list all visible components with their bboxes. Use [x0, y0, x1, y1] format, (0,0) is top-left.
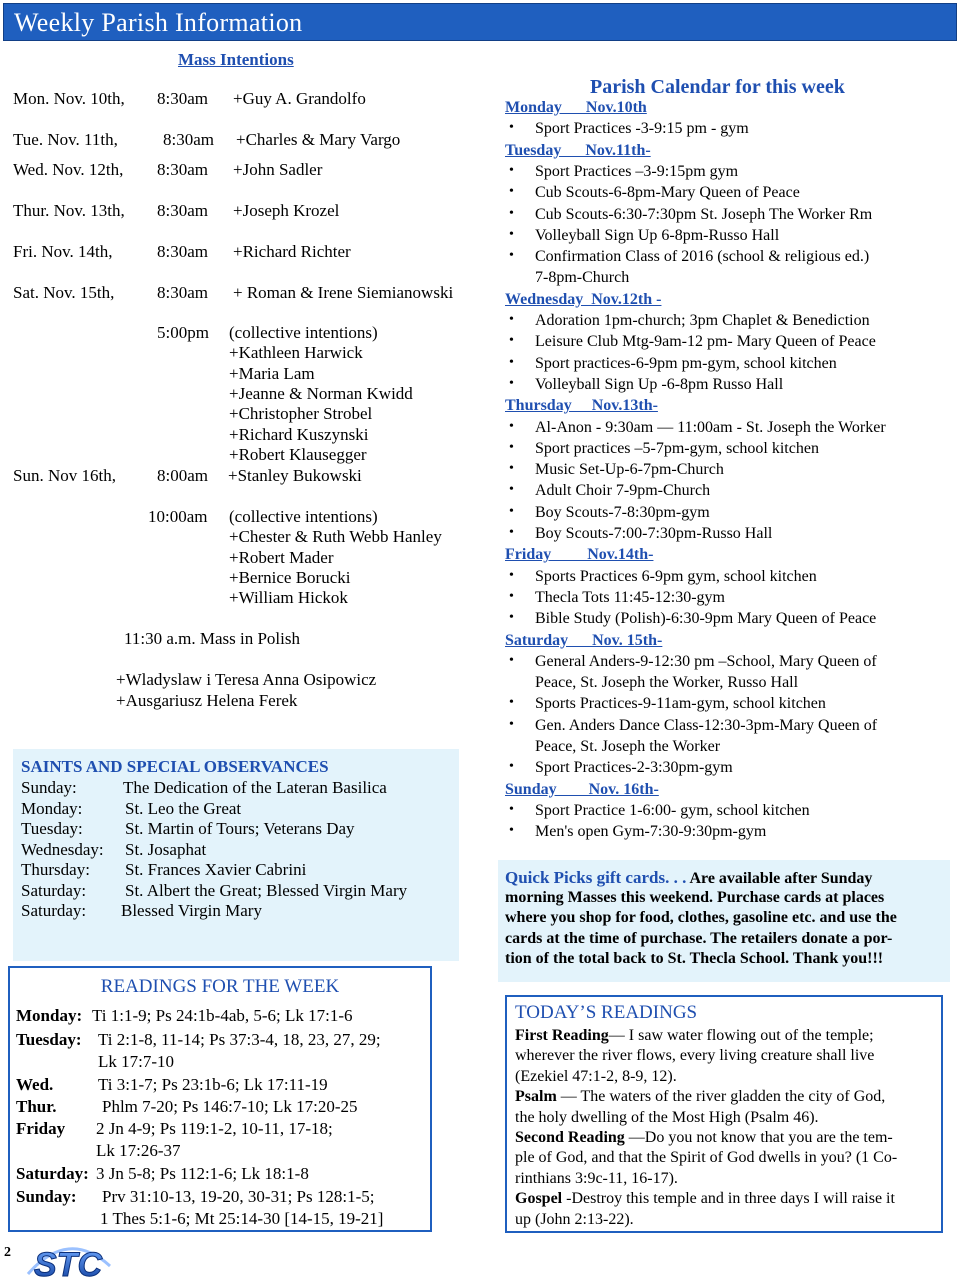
todays-reading-line	[515, 1027, 874, 1045]
calendar-item: Adult Choir 7-9pm-Church •	[509, 482, 711, 500]
reading-label: Psalm	[515, 1088, 557, 1106]
reading-text: -Destroy this temple and in three days I will raise it	[562, 1190, 895, 1208]
reading-day: Friday	[16, 1119, 66, 1138]
todays-reading-line	[515, 1211, 634, 1229]
quick-picks-text: Are available after Sunday	[686, 870, 873, 887]
mass-intentions-title: Mass Intentions	[178, 50, 294, 69]
calendar-item: Men's open Gym-7:30-9:30pm-gym •	[509, 823, 767, 841]
reading-label: First Reading	[515, 1027, 609, 1044]
reading-refs: 2 Jn 4-9; Ps 119:1-2, 10-11, 17-18;	[96, 1119, 333, 1138]
reading-refs: Ti 3:1-7; Ps 23:1b-6; Lk 17:11-19	[98, 1075, 328, 1094]
quick-picks-line: tion of the total back to St. Thecla School. Thank you!!!	[505, 950, 884, 968]
observance-name: Blessed Virgin Mary	[121, 901, 262, 920]
reading-line	[16, 1164, 428, 1184]
calendar-item: Cub Scouts-6:30-7:30pm St. Joseph The Worker Rm •	[509, 205, 873, 223]
observance-row	[21, 799, 451, 819]
calendar-item: Sport Practices –3-9:15pm gym •	[509, 162, 739, 180]
bullet-icon: •	[509, 716, 514, 732]
sun-ten-time: 10:00am	[148, 507, 208, 526]
intention-time: 8:30am	[157, 201, 208, 220]
todays-reading-line	[515, 1109, 819, 1127]
quick-picks-box	[498, 860, 950, 982]
polish-intention: +Ausgariusz Helena Ferek	[116, 690, 298, 710]
calendar-item: Adoration 1pm-church; 3pm Chaplet & Benediction •	[509, 312, 870, 329]
bullet-icon: •	[509, 418, 514, 434]
bullet-icon: •	[509, 120, 514, 136]
intention-name: +Joseph Krozel	[233, 201, 340, 220]
quick-picks-title: Quick Picks gift cards. . .	[505, 868, 687, 887]
observance-row	[21, 840, 451, 860]
todays-reading-line	[515, 1047, 874, 1065]
reading-day: Saturday:	[16, 1164, 89, 1183]
intention-day: Sun. Nov 16th,	[13, 466, 116, 485]
intention-day: Tue. Nov. 11th,	[13, 130, 118, 149]
sat-evening-intention: +Kathleen Harwick	[229, 343, 363, 363]
reading-label: Gospel	[515, 1190, 563, 1208]
sun-ten-intention: +Bernice Borucki	[229, 567, 351, 587]
reading-label: Second Reading	[515, 1129, 625, 1146]
intention-time: 8:30am	[157, 283, 208, 302]
sat-evening-intention: +Christopher Strobel	[229, 404, 373, 424]
reading-refs: 1 Thes 5:1-6; Mt 25:14-30 [14-15, 19-21]	[100, 1209, 384, 1228]
calendar-item-cont: 7-8pm-Church	[535, 269, 630, 287]
observance-name: St. Martin of Tours; Veterans Day	[125, 819, 355, 838]
calendar-item: General Anders-9-12:30 pm –School, Mary Queen of •	[509, 652, 877, 670]
reading-day: Thur.	[16, 1097, 57, 1116]
intention-time: 8:00am	[157, 466, 208, 485]
intention-time: 8:30am	[157, 89, 208, 108]
observance-name: The Dedication of the Lateran Basilica	[123, 778, 387, 797]
calendar-item: Confirmation Class of 2016 (school & religious ed.) •	[509, 248, 870, 266]
reading-text: ple of God, and that the Spirit of God dwells in you? (1 Co-	[515, 1149, 898, 1167]
reading-day: Sunday:	[16, 1187, 77, 1206]
reading-line	[16, 1052, 428, 1072]
observance-day: Tuesday:	[21, 819, 83, 838]
observance-day: Monday:	[21, 798, 83, 818]
observance-row	[21, 881, 451, 901]
intention-name: +Stanley Bukowski	[228, 466, 362, 485]
bullet-icon: •	[509, 312, 514, 327]
intention-row	[13, 242, 463, 264]
calendar-item: Sports Practices 6-9pm gym, school kitchen •	[509, 567, 817, 585]
intention-row	[13, 283, 463, 305]
intention-day: Sat. Nov. 15th,	[13, 283, 115, 302]
intention-name: +Guy A. Grandolfo	[233, 89, 366, 108]
calendar-item: Volleyball Sign Up 6-8pm-Russo Hall •	[509, 226, 780, 244]
sun-ten-intention: +Chester & Ruth Webb Hanley	[229, 527, 442, 547]
calendar-day-label: Sunday Nov. 16th-	[505, 780, 659, 798]
polish-intention: +Wladyslaw i Teresa Anna Osipowicz	[116, 670, 377, 689]
observance-day: Wednesday:	[21, 839, 104, 859]
intention-day: Wed. Nov. 12th,	[13, 160, 124, 179]
banner-title: Weekly Parish Information	[14, 8, 303, 37]
intention-day: Mon. Nov. 10th,	[13, 89, 125, 108]
intention-name: +John Sadler	[233, 160, 323, 179]
calendar-item-cont: Peace, St. Joseph the Worker	[535, 738, 721, 755]
bullet-icon: •	[509, 695, 514, 711]
calendar-item: Bible Study (Polish)-6:30-9pm Mary Queen of Peace •	[509, 610, 877, 628]
calendar-item: Sport practices-6-9pm pm-gym, school kitchen •	[509, 354, 837, 372]
bullet-icon: •	[509, 184, 514, 200]
intention-name: + Roman & Irene Siemianowski	[233, 283, 454, 302]
reading-refs: Prv 31:10-13, 19-20, 30-31; Ps 128:1-5;	[102, 1187, 375, 1206]
reading-refs: Phlm 7-20; Ps 146:7-10; Lk 17:20-25	[102, 1097, 358, 1116]
sat-evening-time: 5:00pm	[157, 323, 209, 342]
calendar-item: Music Set-Up-6-7pm-Church •	[509, 461, 724, 479]
calendar-item: Sport Practices -3-9:15 pm - gym •	[509, 120, 749, 138]
reading-line	[16, 1209, 428, 1229]
reading-refs: Ti 1:1-9; Ps 24:1b-4ab, 5-6; Lk 17:1-6	[92, 1006, 353, 1025]
bullet-icon: •	[509, 162, 514, 178]
observance-day: Sunday:	[21, 778, 77, 797]
reading-text: up (John 2:13-22).	[515, 1210, 634, 1228]
observance-row	[21, 901, 451, 921]
calendar-day-label: Thursday Nov.13th-	[505, 397, 658, 415]
calendar-item: Volleyball Sign Up -6-8pm Russo Hall •	[509, 375, 784, 393]
bullet-icon: •	[509, 248, 514, 264]
sat-evening-intention: +Richard Kuszynski	[229, 424, 369, 444]
bullet-icon: •	[509, 759, 514, 775]
bullet-icon: •	[509, 610, 514, 626]
intention-row	[13, 130, 463, 152]
calendar-day-label: Monday Nov.10th	[505, 99, 647, 116]
reading-text: wherever the river flows, every living creature shall live	[515, 1047, 875, 1065]
bullet-icon: •	[509, 333, 514, 349]
sat-evening-intention: +Robert Klausegger	[229, 444, 367, 464]
observance-name: St. Josaphat	[125, 839, 207, 859]
calendar-title: Parish Calendar for this week	[590, 76, 845, 98]
bullet-icon: •	[509, 482, 514, 498]
sat-evening-intention: +Jeanne & Norman Kwidd	[229, 383, 413, 403]
reading-line	[16, 1075, 428, 1095]
bullet-icon: •	[509, 503, 514, 519]
observance-day: Saturday:	[21, 901, 87, 920]
calendar-item: Sport Practice 1-6:00- gym, school kitchen •	[509, 801, 810, 819]
calendar-day-label: Saturday Nov. 15th-	[505, 631, 663, 649]
svg-text:STC: STC	[34, 1246, 102, 1280]
intention-time: 8:30am	[163, 130, 214, 149]
sat-evening-intention: (collective intentions)	[229, 323, 378, 342]
bullet-icon: •	[509, 226, 514, 242]
calendar-day-label: Tuesday Nov.11th-	[505, 141, 651, 159]
bullet-icon: •	[509, 205, 514, 221]
quick-picks-line: where you shop for food, clothes, gasoline etc. and use the	[505, 909, 897, 927]
calendar-item: Sports Practices-9-11am-gym, school kitchen •	[509, 695, 826, 713]
intention-row	[13, 160, 463, 182]
intention-name: +Richard Richter	[233, 242, 351, 261]
bullet-icon: •	[509, 652, 514, 668]
bullet-icon: •	[509, 823, 514, 839]
bullet-icon: •	[509, 525, 514, 540]
reading-day: Tuesday:	[16, 1030, 82, 1049]
todays-reading-line	[515, 1149, 897, 1167]
reading-text: — The waters of the river gladden the city of God,	[556, 1088, 886, 1106]
reading-day: Monday:	[16, 1006, 83, 1025]
calendar-item: Thecla Tots 11:45-12:30-gym •	[509, 588, 725, 606]
calendar-day-label: Wednesday Nov.12th -	[505, 290, 662, 308]
bullet-icon: •	[509, 567, 514, 583]
bullet-icon: •	[509, 588, 514, 604]
reading-line	[16, 1119, 428, 1139]
observance-row	[21, 819, 451, 839]
intention-day: Thur. Nov. 13th,	[13, 201, 125, 220]
bullet-icon: •	[509, 461, 514, 477]
calendar-item: Cub Scouts-6-8pm-Mary Queen of Peace •	[509, 184, 800, 202]
todays-readings-title: TODAY’S READINGS	[515, 1002, 698, 1023]
page-number: 2	[4, 1245, 11, 1260]
intention-time: 8:30am	[157, 242, 208, 261]
reading-refs: Lk 17:7-10	[98, 1052, 175, 1071]
calendar-item: Boy Scouts-7-8:30pm-gym •	[509, 503, 710, 521]
intention-row	[13, 201, 463, 223]
quick-picks-line: cards at the time of purchase. The retailers donate a por-	[505, 929, 893, 947]
reading-text: (Ezekiel 47:1-2, 8-9, 12).	[515, 1067, 677, 1085]
page-banner	[3, 3, 957, 41]
intention-day: Fri. Nov. 14th,	[13, 242, 113, 261]
reading-refs: Ti 2:1-8, 11-14; Ps 37:3-4, 18, 23, 27, 29;	[98, 1030, 381, 1049]
bullet-icon: •	[509, 439, 514, 455]
intention-time: 8:30am	[157, 160, 208, 179]
saints-title: SAINTS AND SPECIAL OBSERVANCES	[21, 757, 329, 776]
calendar-item: Leisure Club Mtg-9am-12 pm- Mary Queen of Peace •	[509, 333, 876, 351]
reading-line	[16, 1030, 428, 1050]
saints-box	[13, 749, 459, 961]
observance-name: St. Frances Xavier Cabrini	[125, 860, 307, 879]
calendar-day-label: Friday Nov.14th-	[505, 546, 654, 564]
todays-reading-line	[515, 1068, 677, 1086]
intention-row	[13, 466, 463, 488]
observance-name: St. Albert the Great; Blessed Virgin Mary	[125, 880, 408, 900]
parish-logo	[22, 1236, 114, 1280]
calendar-item: Sport Practices-2-3:30pm-gym •	[509, 759, 733, 777]
observance-day: Saturday:	[21, 880, 87, 900]
calendar-item: Gen. Anders Dance Class-12:30-3pm-Mary Queen of •	[509, 716, 878, 734]
bullet-icon: •	[509, 801, 514, 817]
bullet-icon: •	[509, 375, 514, 391]
todays-reading-line	[515, 1088, 885, 1106]
sat-evening-intention: +Maria Lam	[229, 363, 315, 383]
calendar-item: Boy Scouts-7:00-7:30pm-Russo Hall •	[509, 525, 773, 542]
bullet-icon: •	[509, 354, 514, 370]
quick-picks-line	[505, 868, 872, 888]
sun-ten-intention: +William Hickok	[229, 588, 348, 608]
intention-row	[13, 89, 463, 111]
reading-text: —Do you not know that you are the tem-	[624, 1129, 893, 1146]
observance-day: Thursday:	[21, 860, 90, 879]
reading-day: Wed.	[16, 1075, 54, 1094]
polish-mass-title: 11:30 a.m. Mass in Polish	[124, 629, 300, 648]
todays-readings-box	[505, 995, 943, 1233]
reading-text: rinthians 3:9c-11, 16-17).	[515, 1169, 678, 1187]
todays-reading-line	[515, 1190, 895, 1208]
reading-line	[16, 1006, 428, 1026]
calendar-item: Al-Anon - 9:30am — 11:00am - St. Joseph the Worker •	[509, 418, 886, 436]
calendar-item-cont: Peace, St. Joseph the Worker, Russo Hall	[535, 674, 799, 692]
todays-reading-line	[515, 1170, 678, 1188]
sun-ten-intention: (collective intentions)	[229, 507, 378, 526]
sun-ten-intention: +Robert Mader	[229, 547, 334, 567]
observance-row	[21, 778, 451, 798]
reading-text: — I saw water flowing out of the temple;	[608, 1027, 874, 1044]
quick-picks-line: morning Masses this weekend. Purchase cards at places	[505, 888, 885, 906]
reading-refs: Lk 17:26-37	[96, 1141, 181, 1160]
reading-text: the holy dwelling of the Most High (Psalm 46).	[515, 1108, 819, 1126]
intention-name: +Charles & Mary Vargo	[236, 130, 401, 149]
observance-row	[21, 860, 451, 880]
readings-week-title: READINGS FOR THE WEEK	[100, 976, 340, 997]
reading-line	[16, 1097, 428, 1117]
readings-week-box	[8, 966, 432, 1232]
observance-name: St. Leo the Great	[125, 798, 242, 818]
reading-line	[16, 1141, 428, 1161]
reading-refs: 3 Jn 5-8; Ps 112:1-6; Lk 18:1-8	[96, 1164, 309, 1183]
todays-reading-line	[515, 1129, 893, 1147]
reading-line	[16, 1187, 428, 1207]
calendar-item: Sport practices –5-7pm-gym, school kitchen •	[509, 439, 819, 457]
